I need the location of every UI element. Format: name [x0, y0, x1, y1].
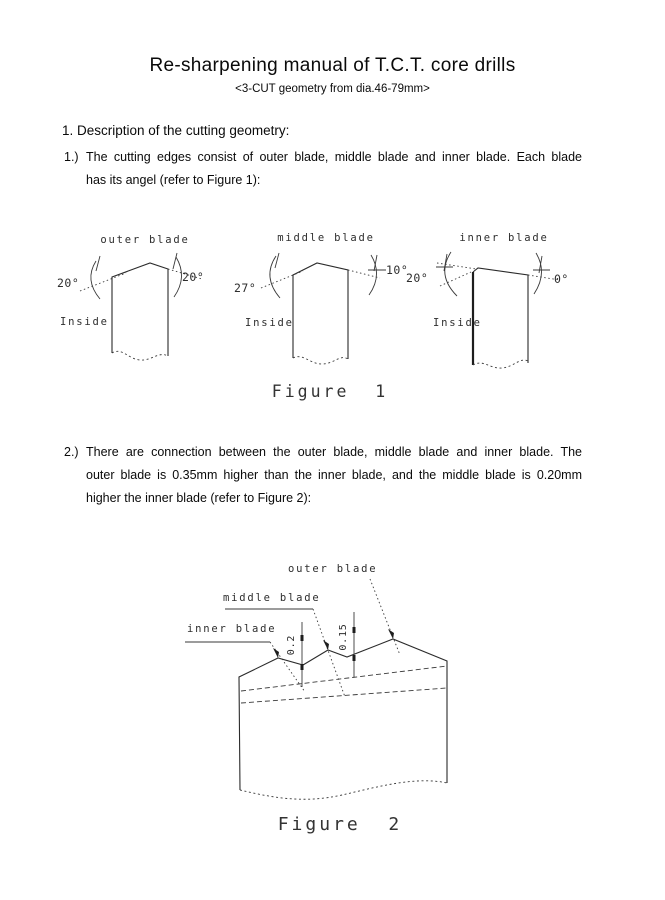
leader-arrow	[273, 648, 279, 658]
figure-1-drawing	[30, 225, 640, 415]
fig2-inner-blade-label: inner blade	[187, 623, 277, 635]
middle-blade-label: middle blade	[277, 232, 375, 244]
middle-blade-diagram	[234, 232, 408, 364]
paragraph-line: outer blade is 0.35mm higher than the inner blade, and the middle blade is 0.20mm	[86, 468, 582, 482]
doc-title: Re-sharpening manual of T.C.T. core drills	[149, 55, 516, 76]
middle-inside-label: Inside	[245, 317, 294, 329]
paragraph-line: higher the inner blade (refer to Figure 2):	[86, 491, 312, 505]
inner-blade-break-line	[473, 360, 528, 368]
middle-left-angle: 27°	[234, 281, 257, 295]
middle-blade-outline	[293, 263, 348, 359]
inner-blade-diagram	[406, 232, 569, 368]
angle-arc	[174, 257, 182, 297]
fig2-outer-blade-label: outer blade	[288, 563, 378, 575]
figure-2-drawing	[160, 545, 520, 845]
angle-tick	[275, 253, 279, 268]
outer-inside-label: Inside	[60, 316, 109, 328]
outer-blade-label: outer blade	[100, 234, 190, 246]
doc-subtitle: <3-CUT geometry from dia.46-79mm>	[235, 83, 430, 95]
paragraph-item-1	[62, 146, 582, 192]
dimension-0-2	[286, 622, 302, 687]
paragraph-item-2	[62, 441, 582, 510]
list-marker-1: 1.)	[64, 150, 79, 164]
hidden-edge-line	[241, 688, 447, 703]
leader-arrow	[388, 629, 394, 639]
paragraph-line: has its angel (refer to Figure 1):	[86, 173, 261, 187]
angle-leader-line	[437, 263, 476, 269]
angle-arc	[369, 255, 377, 295]
outer-blade-diagram	[57, 234, 204, 360]
angle-arc	[534, 253, 542, 294]
angle-tick	[96, 256, 100, 271]
outer-left-angle: 20°	[57, 276, 80, 290]
paragraph-line: There are connection between the outer blade, middle blade and inner blade. The	[86, 445, 582, 459]
drill-body-outline	[239, 639, 447, 790]
inner-blade-outline	[473, 268, 528, 363]
list-marker-2: 2.)	[64, 445, 79, 459]
outer-right-angle: 20°	[182, 270, 205, 284]
inner-inside-label: Inside	[433, 317, 482, 329]
outer-blade-break-line	[112, 351, 168, 360]
figure-1-caption: Figure 1	[271, 382, 389, 401]
angle-leader-line	[348, 270, 380, 278]
leader-arrow	[323, 640, 329, 650]
middle-right-angle: 10°	[386, 263, 409, 277]
outer-blade-outline	[112, 263, 168, 356]
angle-arc	[91, 261, 100, 299]
angle-leader-line	[80, 273, 126, 291]
inner-blade-label: inner blade	[459, 232, 549, 244]
hidden-edge-line	[241, 666, 447, 691]
figure-2-caption: Figure 2	[277, 814, 403, 835]
inner-left-angle: 20°	[406, 271, 429, 285]
inner-right-angle: 0°	[554, 272, 569, 286]
dimension-value-0-15: 0.15	[338, 623, 349, 651]
leader-line-middle	[313, 609, 345, 697]
leader-line-outer	[370, 579, 400, 655]
angle-tick	[173, 253, 177, 269]
angle-arc	[270, 256, 280, 298]
middle-blade-break-line	[293, 357, 348, 364]
fig2-middle-blade-label: middle blade	[223, 592, 321, 604]
paragraph-line: The cutting edges consist of outer blade, middle blade and inner blade. Each blade	[86, 150, 582, 164]
dimension-value-0-2: 0.2	[286, 634, 297, 656]
dimension-0-15	[338, 612, 354, 677]
drill-body-break-line	[240, 781, 447, 799]
section-heading: 1. Description of the cutting geometry:	[62, 123, 290, 138]
